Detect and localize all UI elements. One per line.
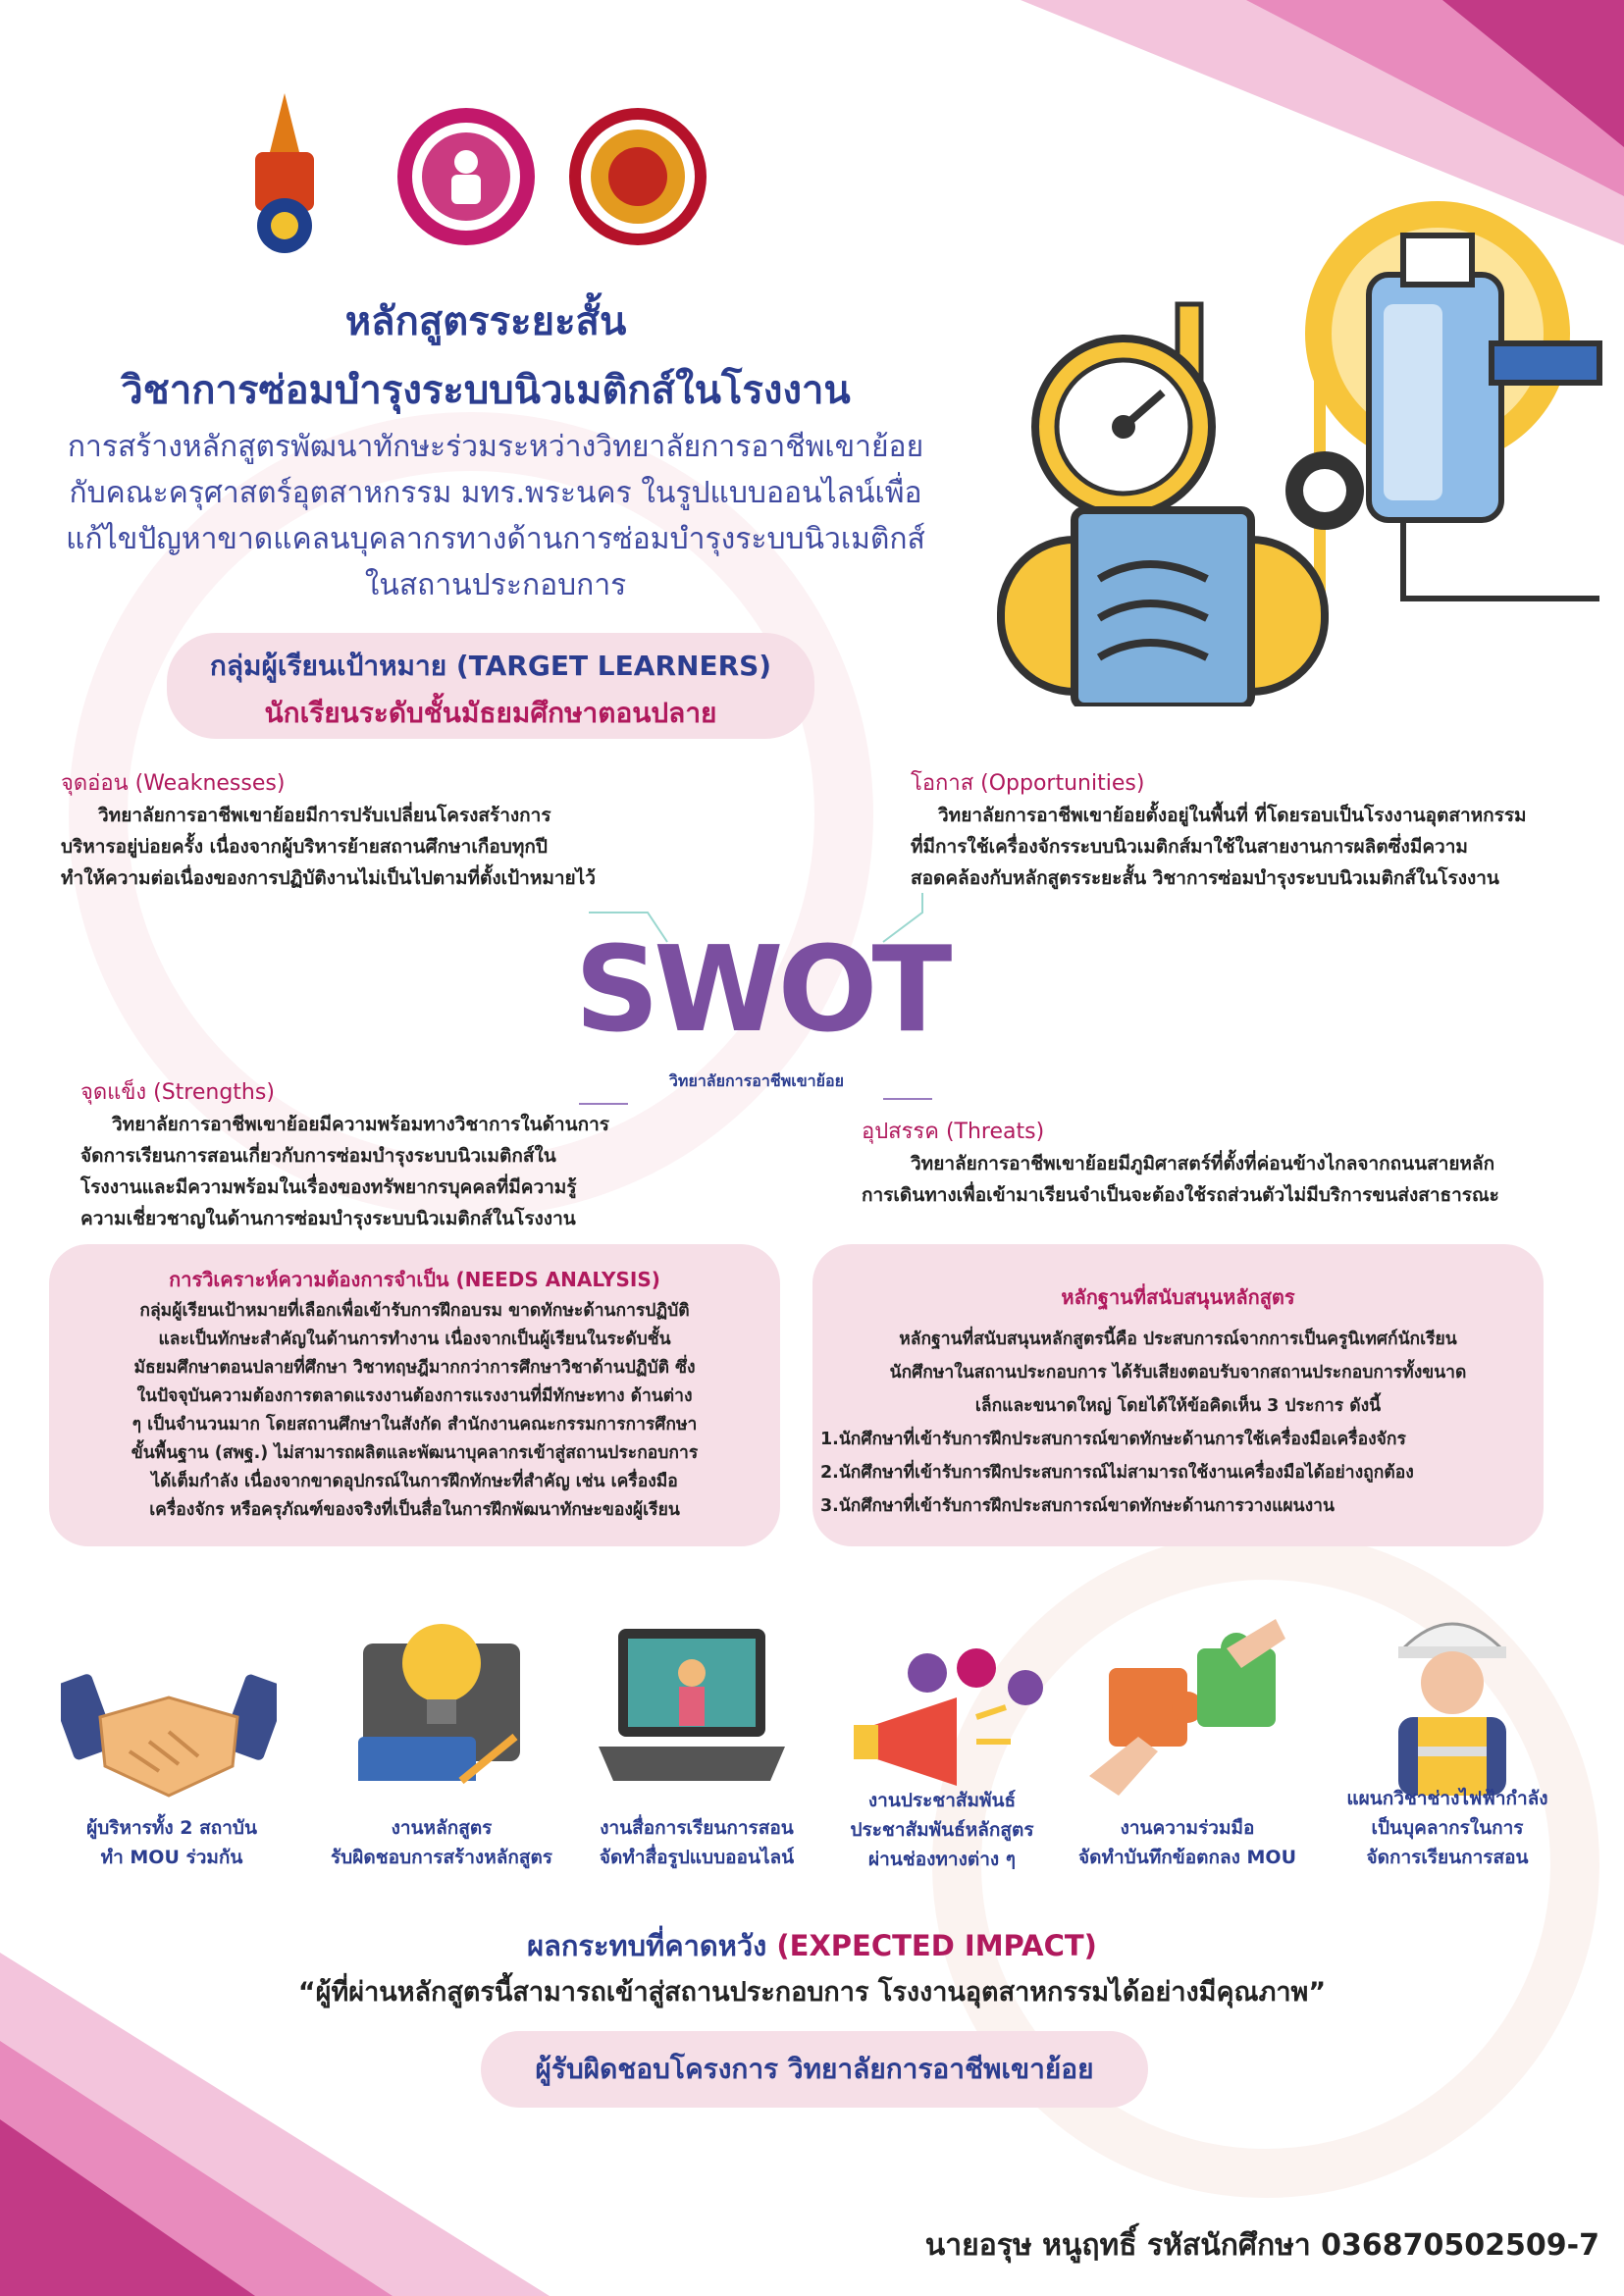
text-line: วิทยาลัยการอาชีพเขาย้อยมีภูมิศาสตร์ที่ตั้งที่ค่อนข้างไกลจากถนนสายหลัก: [911, 1153, 1495, 1174]
text-line: ความเชี่ยวชาญในด้านการซ่อมบำรุงระบบนิวเมติกส์ในโรงงาน: [80, 1208, 576, 1229]
text-line: บริหารอยู่บ่อยครั้ง เนื่องจากผู้บริหารย้ายสถานศึกษาเกือบทุกปี: [61, 836, 548, 858]
step-caption-curriculum: [304, 1813, 579, 1872]
text-line: เครื่องจักร หรือครุภัณฑ์ของจริงที่เป็นสื่อในการฝึกพัฒนาทักษะของผู้เรียน: [149, 1500, 680, 1520]
swot-opportunities: [911, 765, 1607, 894]
step-caption-cooperation: [1060, 1813, 1315, 1872]
needs-analysis-box: [49, 1244, 780, 1546]
threats-text: [862, 1148, 1588, 1211]
supporting-evidence-heading: หลักฐานที่สนับสนุนหลักสูตร: [1061, 1285, 1295, 1309]
caption-line: แผนกวิชาช่างไฟฟ้ากำลัง: [1346, 1788, 1548, 1809]
expected-impact-quote: “ผู้ที่ผ่านหลักสูตรนี้สามารถเข้าสู่สถานประกอบการ โรงงานอุตสาหกรรมได้อย่างมีคุณภาพ”: [297, 1977, 1327, 2008]
caption-line: เป็นบุคลากรในการ: [1371, 1817, 1524, 1839]
intro-line: แก้ไขปัญหาขาดแคลนบุคลากรทางด้านการซ่อมบำรุงระบบนิวเมติกส์: [66, 522, 925, 556]
impact-heading-english: (EXPECTED IMPACT): [776, 1929, 1097, 1962]
caption-line: จัดทำสื่อรูปแบบออนไลน์: [599, 1847, 795, 1868]
course-type-title: หลักสูตรระยะสั้น: [344, 299, 627, 344]
swot-weaknesses: [61, 765, 689, 894]
project-responsible-badge: [481, 2031, 1148, 2108]
threats-heading: อุปสรรค (Threats): [862, 1120, 1045, 1144]
weaknesses-heading: จุดอ่อน (Weaknesses): [61, 771, 286, 796]
caption-line: ทำ MOU ร่วมกัน: [100, 1847, 243, 1868]
swot-strengths: [80, 1074, 689, 1234]
step-caption-mou: [59, 1813, 285, 1872]
rmutp-logo: [240, 93, 329, 260]
caption-line: จัดทำบันทึกข้อตกลง MOU: [1077, 1847, 1296, 1868]
text-line: จัดการเรียนการสอนเกี่ยวกับการซ่อมบำรุงระบบนิวเมติกส์ใน: [80, 1145, 556, 1167]
supporting-evidence-box: [812, 1244, 1544, 1546]
caption-line: จัดการเรียนการสอน: [1366, 1847, 1529, 1868]
opportunities-heading: โอกาส (Opportunities): [911, 771, 1145, 796]
laptop-teacher-icon: [589, 1624, 795, 1796]
caption-line: งานประชาสัมพันธ์: [867, 1790, 1017, 1811]
swot-logo-subtitle: วิทยาลัยการอาชีพเขาย้อย: [668, 1071, 844, 1090]
author-credit: นายอรุษ หนูฤทธิ์ รหัสนักศึกษา 036870502509-7: [924, 2228, 1599, 2263]
swot-logo: SWOT: [574, 922, 947, 1059]
khaoyoi-college-logo: [569, 108, 707, 245]
puzzle-hands-icon: [1079, 1609, 1295, 1805]
intro-paragraph: [39, 424, 952, 608]
pneumatic-system-illustration: [981, 186, 1609, 706]
opportunities-text: [911, 800, 1607, 894]
text-line: โรงงานและมีความพร้อมในเรื่องของทรัพยากรบุคคลที่มีความรู้: [80, 1176, 577, 1198]
impact-heading-thai: ผลกระทบที่คาดหวัง: [527, 1929, 777, 1962]
needs-analysis-heading: การวิเคราะห์ความต้องการจำเป็น (NEEDS ANALYSIS): [169, 1268, 660, 1291]
text-line: 1.นักศึกษาที่เข้ารับการฝึกประสบการณ์ขาดทักษะด้านการใช้เครื่องมือเครื่องจักร: [820, 1430, 1406, 1449]
text-line: หลักฐานที่สนับสนุนหลักสูตรนี้คือ ประสบการณ์จากการเป็นครูนิเทศก์นักเรียน: [899, 1330, 1457, 1349]
text-line: ที่มีการใช้เครื่องจักรระบบนิวเมติกส์มาใช้ในสายงานการผลิตซึ่งมีความ: [911, 836, 1468, 858]
intro-line: การสร้างหลักสูตรพัฒนาทักษะร่วมระหว่างวิทยาลัยการอาชีพเขาย้อย: [67, 430, 924, 464]
text-line: วิทยาลัยการอาชีพเขาย้อยตั้งอยู่ในพื้นที่ ที่โดยรอบเป็นโรงงานอุตสาหกรรม: [938, 805, 1527, 826]
text-line: ในปัจจุบันความต้องการตลาดแรงงานต้องการแรงงานที่มีทักษะทาง ด้านต่าง: [136, 1386, 693, 1406]
intro-line: กับคณะครุศาสตร์อุตสาหกรรม มทร.พระนคร ในรูปแบบออนไลน์เพื่อ: [69, 476, 922, 510]
text-line: ได้เต็มกำลัง เนื่องจากขาดอุปกรณ์ในการฝึกทักษะที่สำคัญ เช่น เครื่องมือ: [151, 1472, 678, 1491]
target-learners-box: [167, 633, 814, 739]
target-learners-value: นักเรียนระดับชั้นมัธยมศึกษาตอนปลาย: [264, 697, 717, 729]
course-name-title: วิชาการซ่อมบำรุงระบบนิวเมติกส์ในโรงงาน: [121, 368, 851, 413]
caption-line: งานความร่วมมือ: [1120, 1817, 1255, 1839]
supporting-evidence-text: [812, 1323, 1544, 1523]
text-line: วิทยาลัยการอาชีพเขาย้อยมีความพร้อมทางวิชาการในด้านการ: [112, 1114, 609, 1135]
lightbulb-book-icon: [353, 1609, 530, 1805]
caption-line: รับผิดชอบการสร้างหลักสูตร: [330, 1847, 553, 1868]
strengths-text: [80, 1109, 689, 1234]
strengths-heading: จุดแข็ง (Strengths): [80, 1080, 275, 1105]
text-line: มัธยมศึกษาตอนปลายที่ศึกษา วิชาทฤษฎีมากกว่าการศึกษาวิชาด้านปฏิบัติ ซึ่ง: [133, 1358, 696, 1378]
step-caption-pr: [824, 1786, 1060, 1874]
text-line: กลุ่มผู้เรียนเป้าหมายที่เลือกเพื่อเข้ารับการฝึกอบรม ขาดทักษะด้านการปฏิบัติ: [139, 1301, 690, 1321]
caption-line: งานสื่อการเรียนการสอน: [600, 1817, 794, 1839]
text-line: 3.นักศึกษาที่เข้ารับการฝึกประสบการณ์ขาดทักษะด้านการวางแผนงาน: [820, 1496, 1335, 1516]
text-line: วิทยาลัยการอาชีพเขาย้อยมีการปรับเปลี่ยนโครงสร้างการ: [98, 805, 551, 826]
intro-line: ในสถานประกอบการ: [364, 568, 627, 602]
text-line: สอดคล้องกับหลักสูตรระยะสั้น วิชาการซ่อมบำรุงระบบนิวเมติกส์ในโรงงาน: [911, 867, 1499, 889]
caption-line: งานหลักสูตร: [391, 1817, 493, 1839]
step-caption-media: [574, 1813, 819, 1872]
expected-impact-heading: [0, 1923, 1624, 1968]
step-caption-department: [1330, 1784, 1565, 1872]
target-learners-heading: กลุ่มผู้เรียนเป้าหมาย (TARGET LEARNERS): [209, 650, 772, 682]
handshake-icon: [61, 1658, 277, 1805]
text-line: นักศึกษาในสถานประกอบการ ได้รับเสียงตอบรับจากสถานประกอบการทั้งขนาด: [889, 1363, 1467, 1383]
caption-line: ผู้บริหารทั้ง 2 สถาบัน: [86, 1817, 257, 1839]
swot-threats: [862, 1114, 1588, 1211]
text-line: การเดินทางเพื่อเข้ามาเรียนจำเป็นจะต้องใช้รถส่วนตัวไม่มีบริการขนส่งสาธารณะ: [862, 1184, 1499, 1206]
text-line: ๆ เป็นจำนวนมาก โดยสถานศึกษาในสังกัด สำนักงานคณะกรรมการการศึกษา: [131, 1415, 698, 1435]
caption-line: ผ่านช่องทางต่าง ๆ: [868, 1849, 1016, 1870]
engineer-icon: [1374, 1599, 1531, 1796]
project-responsible-text: ผู้รับผิดชอบโครงการ วิทยาลัยการอาชีพเขาย้อย: [535, 2053, 1094, 2085]
weaknesses-text: [61, 800, 689, 894]
faculty-industrial-education-logo: [397, 108, 535, 245]
text-line: เล็กและขนาดใหญ่ โดยได้ให้ข้อคิดเห็น 3 ประการ ดังนี้: [974, 1396, 1382, 1416]
text-line: และเป็นทักษะสำคัญในด้านการทำงาน เนื่องจากเป็นผู้เรียนในระดับชั้น: [158, 1330, 671, 1349]
text-line: ขั้นพื้นฐาน (สพฐ.) ไม่สามารถผลิตและพัฒนาบุคลากรเข้าสู่สถานประกอบการ: [131, 1443, 699, 1463]
text-line: ทำให้ความต่อเนื่องของการปฏิบัติงานไม่เป็นไปตามที่ตั้งเป้าหมายไว้: [61, 867, 596, 889]
caption-line: ประชาสัมพันธ์หลักสูตร: [850, 1819, 1034, 1841]
megaphone-icon: [849, 1648, 1045, 1796]
needs-analysis-text: [49, 1297, 780, 1525]
text-line: 2.นักศึกษาที่เข้ารับการฝึกประสบการณ์ไม่สามารถใช้งานเครื่องมือได้อย่างถูกต้อง: [820, 1463, 1414, 1483]
